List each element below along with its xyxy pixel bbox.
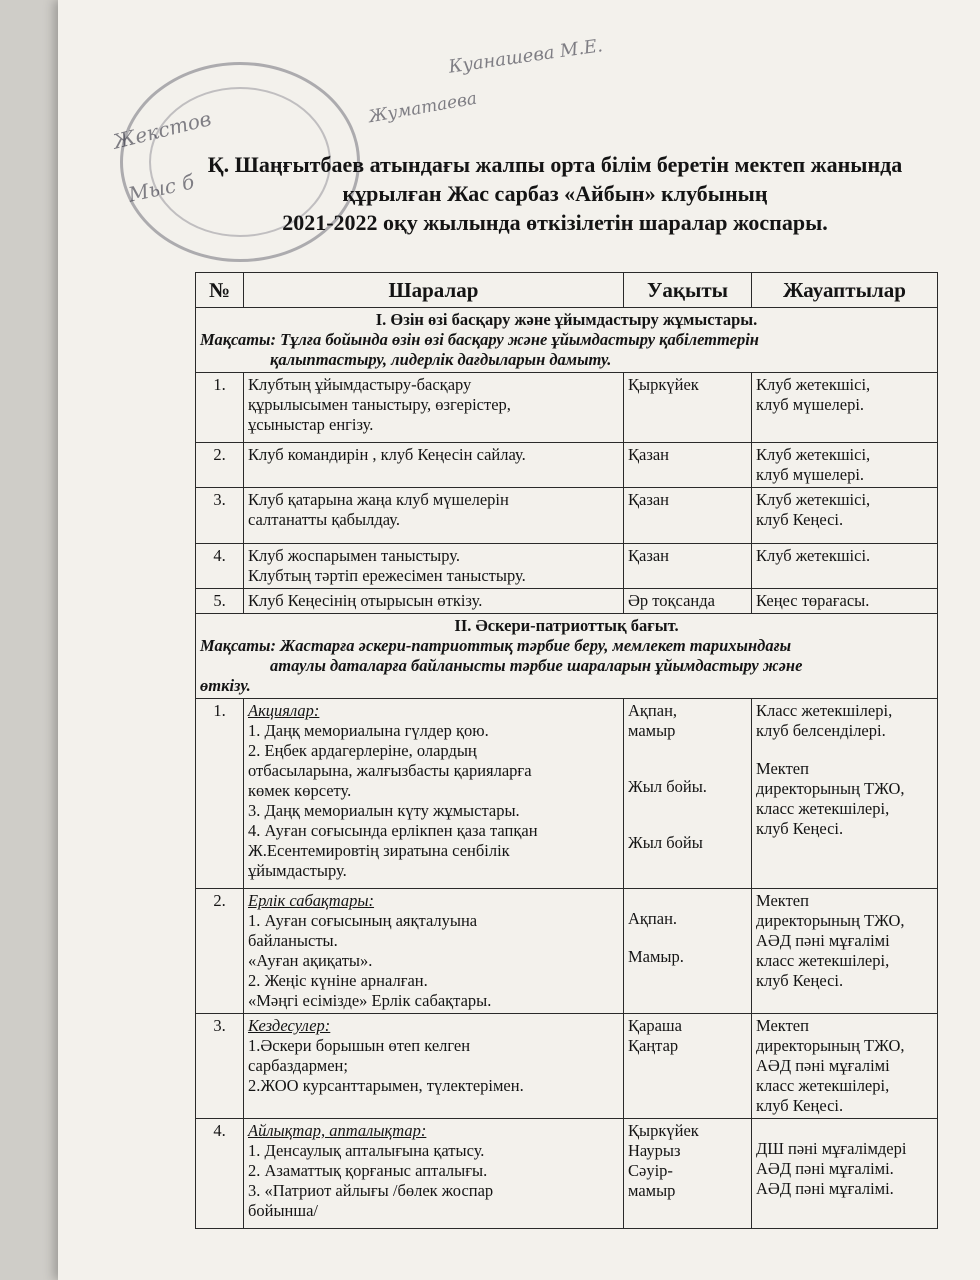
responsible-line: класс жетекшілері, — [756, 799, 890, 818]
row-responsible — [752, 443, 938, 488]
responsible-line: Клуб жетекшісі, — [756, 490, 871, 509]
title-line-3: 2021-2022 оқу жылында өткізілетін шаралар жоспары. — [282, 210, 828, 235]
time-line — [628, 815, 747, 833]
responsible-line: директорының ТЖО, — [756, 911, 905, 930]
row-event — [244, 443, 624, 488]
time-line: Жыл бойы — [628, 833, 703, 852]
title-line-1: Қ. Шаңғытбаев атындағы жалпы орта білім беретін мектеп жанында — [207, 152, 903, 177]
row-time — [624, 1119, 752, 1229]
row-number: 1. — [196, 699, 244, 889]
responsible-line: ДШ пәні мұғалімдері — [756, 1139, 907, 1158]
table-row — [196, 544, 938, 589]
row-number: 3. — [196, 488, 244, 544]
row-time — [624, 443, 752, 488]
event-line: отбасыларына, жалғызбасты қарияларға — [248, 761, 532, 780]
row-time — [624, 699, 752, 889]
row-responsible — [752, 699, 938, 889]
time-line — [628, 929, 747, 947]
event-subtitle: Кездесулер: — [248, 1016, 331, 1035]
event-line: «Ауған ақиқаты». — [248, 951, 373, 970]
event-line: 2.ЖОО курсанттарымен, түлектерімен. — [248, 1076, 524, 1095]
section-1-goal-line: қалыптастыру, лидерлік дағдыларын дамыту. — [270, 350, 612, 369]
responsible-line: АӘД пәні мұғалімі. — [756, 1159, 894, 1178]
event-line: Клуб Кеңесінің отырысын өткізу. — [248, 591, 483, 610]
event-subtitle: Акциялар: — [248, 701, 320, 720]
section-1-title: І. Өзін өзі басқару және ұйымдастыру жұмыстары. — [375, 310, 758, 329]
event-line: «Мәңгі есімізде» Ерлік сабақтары. — [248, 991, 492, 1010]
time-line: мамыр — [628, 1181, 676, 1200]
event-subtitle: Айлықтар, апталықтар: — [248, 1121, 427, 1140]
time-line: Қаңтар — [628, 1036, 679, 1055]
row-time — [624, 373, 752, 443]
row-event — [244, 889, 624, 1014]
table-row — [196, 373, 938, 443]
row-number: 2. — [196, 443, 244, 488]
event-line: ұсыныстар енгізу. — [248, 415, 374, 434]
responsible-line: директорының ТЖО, — [756, 779, 905, 798]
document-title — [120, 150, 980, 237]
event-line: 1.Әскери борышын өтеп келген — [248, 1036, 471, 1055]
row-responsible — [752, 1119, 938, 1229]
section-2-goal — [200, 636, 933, 696]
section-2-title: ІІ. Әскери-патриоттық бағыт. — [454, 616, 679, 635]
time-line: Жыл бойы. — [628, 777, 707, 796]
time-line — [628, 797, 747, 815]
event-line: сарбаздармен; — [248, 1056, 348, 1075]
responsible-line — [756, 1121, 933, 1139]
time-line: Қыркүйек — [628, 375, 699, 394]
event-line: 2. Еңбек ардагерлеріне, олардың — [248, 741, 477, 760]
table-row — [196, 1014, 938, 1119]
responsible-line: клуб белсенділері. — [756, 721, 886, 740]
event-line: Клуб жоспарымен таныстыру. — [248, 546, 461, 565]
time-line: мамыр — [628, 721, 676, 740]
event-line: Клубтың ұйымдастыру-басқару — [248, 375, 472, 394]
row-event — [244, 488, 624, 544]
row-event — [244, 699, 624, 889]
time-line — [628, 741, 747, 759]
time-line: Мамыр. — [628, 947, 684, 966]
responsible-line: АӘД пәні мұғалімі. — [756, 1179, 894, 1198]
event-line: байланысты. — [248, 931, 338, 950]
row-number: 4. — [196, 1119, 244, 1229]
table-row — [196, 488, 938, 544]
row-event — [244, 1119, 624, 1229]
time-line: Сәуір- — [628, 1161, 673, 1180]
responsible-line: Кеңес төрағасы. — [756, 591, 870, 610]
row-time — [624, 889, 752, 1014]
responsible-line: Клуб жетекшісі, — [756, 445, 871, 464]
events-plan-table — [195, 272, 938, 1229]
row-event — [244, 544, 624, 589]
row-responsible — [752, 544, 938, 589]
responsible-line: клуб Кеңесі. — [756, 510, 844, 529]
event-line: ұйымдастыру. — [248, 861, 347, 880]
table-row — [196, 1119, 938, 1229]
time-line: Қазан — [628, 546, 670, 565]
event-line: көмек көрсету. — [248, 781, 352, 800]
section-2-goal-line: атаулы даталарға байланысты тәрбие шараларын ұйымдастыру және — [270, 656, 803, 675]
responsible-line: клуб Кеңесі. — [756, 1096, 844, 1115]
section-2-goal-line: Мақсаты: Жастарға әскери-патриоттық тәрбие беру, мемлекет тарихындағы — [200, 636, 792, 655]
row-responsible — [752, 1014, 938, 1119]
event-subtitle: Ерлік сабақтары: — [248, 891, 375, 910]
table-row — [196, 589, 938, 614]
header-number: № — [196, 273, 244, 308]
time-line: Ақпан. — [628, 909, 678, 928]
responsible-line: Класс жетекшілері, — [756, 701, 893, 720]
event-line: 1. Даңқ мемориалына гүлдер қою. — [248, 721, 489, 740]
section-1-goal-line: Мақсаты: Тұлға бойында өзін өзі басқару және ұйымдастыру қабілеттерін — [200, 330, 759, 349]
responsible-line: Мектеп — [756, 891, 809, 910]
event-line: құрылысымен таныстыру, өзгерістер, — [248, 395, 511, 414]
row-number: 3. — [196, 1014, 244, 1119]
time-line: Қараша — [628, 1016, 682, 1035]
header-responsible: Жауаптылар — [752, 273, 938, 308]
responsible-line: Мектеп — [756, 759, 809, 778]
table-row — [196, 443, 938, 488]
row-number: 5. — [196, 589, 244, 614]
responsible-line: АӘД пәні мұғалімі — [756, 931, 890, 950]
time-line: Қазан — [628, 490, 670, 509]
row-event — [244, 589, 624, 614]
signature-2: Мыс б — [126, 169, 197, 207]
event-line: салтанатты қабылдау. — [248, 510, 400, 529]
event-line: 4. Ауған соғысында ерлікпен қаза тапқан — [248, 821, 538, 840]
row-number: 2. — [196, 889, 244, 1014]
responsible-line: Мектеп — [756, 1016, 809, 1035]
row-event — [244, 1014, 624, 1119]
responsible-line: класс жетекшілері, — [756, 951, 890, 970]
row-time — [624, 589, 752, 614]
time-line: Қазан — [628, 445, 670, 464]
row-time — [624, 1014, 752, 1119]
row-number: 4. — [196, 544, 244, 589]
event-line: 2. Жеңіс күніне арналған. — [248, 971, 428, 990]
event-line: 2. Азаматтық қорғаныс апталығы. — [248, 1161, 488, 1180]
section-2-title-row — [196, 614, 938, 699]
time-line: Әр тоқсанда — [628, 591, 715, 610]
event-line: 1. Денсаулық апталығына қатысу. — [248, 1141, 485, 1160]
row-time — [624, 488, 752, 544]
title-line-2: құрылған Жас сарбаз «Айбын» клубының — [342, 181, 768, 206]
responsible-line: АӘД пәні мұғалімі — [756, 1056, 890, 1075]
responsible-line: клуб мүшелері. — [756, 395, 865, 414]
table-row — [196, 889, 938, 1014]
time-line — [628, 759, 747, 777]
responsible-line — [756, 741, 933, 759]
time-line: Наурыз — [628, 1141, 681, 1160]
responsible-line: директорының ТЖО, — [756, 1036, 905, 1055]
time-line: Қыркүйек — [628, 1121, 699, 1140]
responsible-line: клуб Кеңесі. — [756, 971, 844, 990]
event-line: Клуб қатарына жаңа клуб мүшелерін — [248, 490, 509, 509]
signature-4: Куанашева М.Е. — [447, 35, 605, 78]
section-1-title-row — [196, 308, 938, 373]
event-line: 3. «Патриот айлығы /бөлек жоспар — [248, 1181, 494, 1200]
event-line: Ж.Есентемировтің зиратына сенбілік — [248, 841, 510, 860]
row-responsible — [752, 373, 938, 443]
responsible-line: клуб Кеңесі. — [756, 819, 844, 838]
section-1-header — [196, 308, 938, 373]
responsible-line: Клуб жетекшісі, — [756, 375, 871, 394]
section-2-goal-line: өткізу. — [200, 676, 251, 695]
section-2-header — [196, 614, 938, 699]
table-header-row — [196, 273, 938, 308]
event-line: Клубтың тәртіп ережесімен таныстыру. — [248, 566, 526, 585]
row-time — [624, 544, 752, 589]
time-line: Ақпан, — [628, 701, 678, 720]
signature-3: Жуматаева — [367, 88, 479, 128]
responsible-line: класс жетекшілері, — [756, 1076, 890, 1095]
header-events: Шаралар — [244, 273, 624, 308]
row-number: 1. — [196, 373, 244, 443]
event-line: 3. Даңқ мемориалын күту жұмыстары. — [248, 801, 520, 820]
table-row — [196, 699, 938, 889]
responsible-line: Клуб жетекшісі. — [756, 546, 871, 565]
row-responsible — [752, 889, 938, 1014]
responsible-line: клуб мүшелері. — [756, 465, 865, 484]
header-time: Уақыты — [624, 273, 752, 308]
row-event — [244, 373, 624, 443]
section-1-goal — [200, 330, 933, 370]
row-responsible — [752, 589, 938, 614]
row-responsible — [752, 488, 938, 544]
time-line — [628, 891, 747, 909]
event-line: 1. Ауған соғысының аяқталуына — [248, 911, 478, 930]
event-line: бойынша/ — [248, 1201, 319, 1220]
event-line: Клуб командирін , клуб Кеңесін сайлау. — [248, 445, 526, 464]
signature-1: Жекстов — [110, 106, 214, 154]
